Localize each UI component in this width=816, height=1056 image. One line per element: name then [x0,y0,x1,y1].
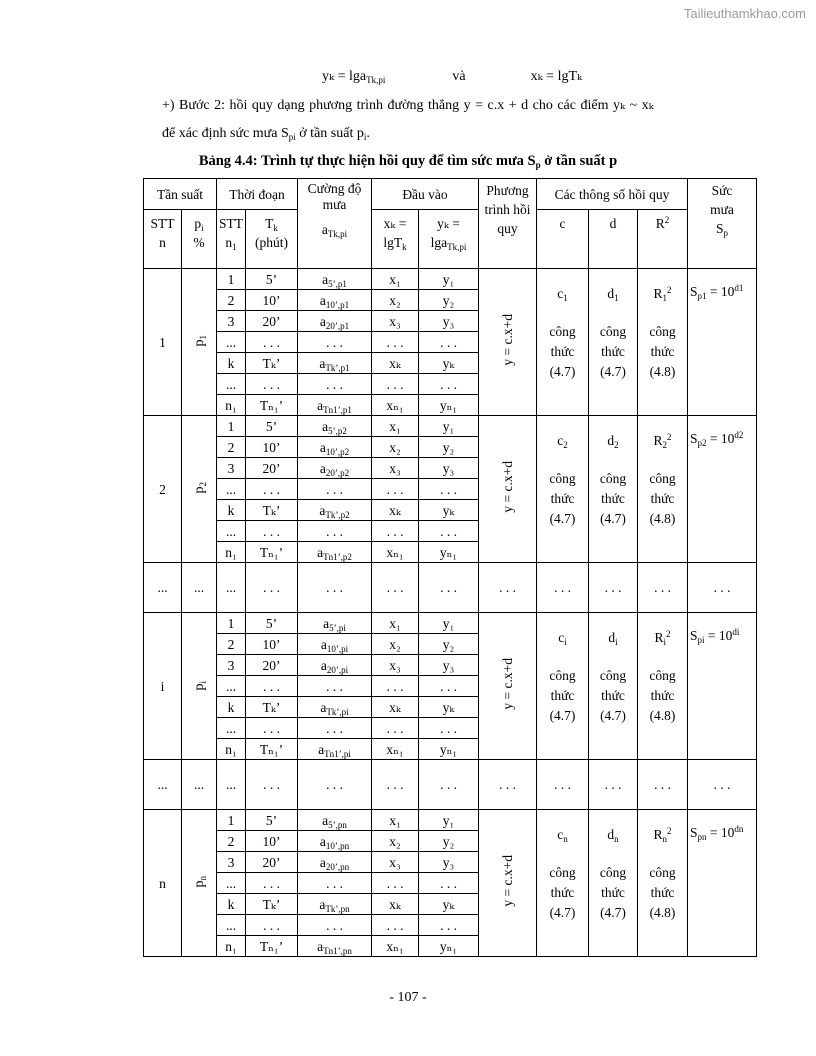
row-x: . . . [372,676,419,697]
row-a: $a_{20’,p1}$ [298,311,372,332]
row-t: 5’ [246,269,298,290]
row-t: Tₖ’ [246,697,298,718]
row-x: x₁ [372,416,419,437]
row-x: x₃ [372,458,419,479]
row-t: 5’ [246,416,298,437]
row-a: $a_{Tk’,pi}$ [298,697,372,718]
header-row-2 [144,210,757,269]
row-t: Tₖ’ [246,500,298,521]
row-stt: ... [217,873,246,894]
row-a: $a_{20’,p2}$ [298,458,372,479]
header-tk: $T_k$ (phút) [246,210,298,269]
header-stt2: STT $n_1$ [217,210,246,269]
row-y: yₖ [419,697,479,718]
row-t: Tₙ₁’ [246,936,298,957]
row-x: x₃ [372,655,419,676]
ellipsis-cell: . . . [537,760,589,810]
row-a: $a_{20’,pi}$ [298,655,372,676]
row-stt: 1 [217,810,246,831]
row-a: $a_{5’,p2}$ [298,416,372,437]
row-t: Tₙ₁’ [246,739,298,760]
row-x: xₖ [372,697,419,718]
param-r: $R_n^2$ công thức (4.8) [638,810,688,957]
ellipsis-cell: . . . [688,563,757,613]
suc-mua-value: $S_{pi} = 10^{di}$ [688,613,757,760]
ellipsis-cell: ... [217,760,246,810]
param-d: $d_2$ công thức (4.7) [589,416,638,563]
row-stt: 3 [217,852,246,873]
header-stt: STT n [144,210,182,269]
row-y: yₖ [419,894,479,915]
table-title: Bảng 4.4: Trình tự thực hiện hồi quy để tìm sức mưa $S_p$ ở tần suất p [198,153,618,170]
row-a: $a_{10’,pi}$ [298,634,372,655]
row-t: Tₙ₁’ [246,542,298,563]
header-r2: $R^2$ [638,210,688,269]
param-c: $c_n$ công thức (4.7) [537,810,589,957]
row-x: x₁ [372,810,419,831]
table-row [144,613,757,634]
row-stt: k [217,697,246,718]
step2-text: +) Bước 2: hồi quy dạng phương trình đường thẳng y = c.x + d cho các điểm yₖ ~ xₖ [162,98,654,113]
suc-mua-value: $S_{pn} = 10^{dn}$ [688,810,757,957]
row-x: . . . [372,521,419,542]
row-x: xₙ₁ [372,395,419,416]
header-pi: $p_i$ % [182,210,217,269]
row-y: yₖ [419,353,479,374]
row-a: $a_{5’,pi}$ [298,613,372,634]
row-y: y₁ [419,269,479,290]
header-cuong-do: Cường độ mưa $a_{Tk,pi}$ [298,179,372,269]
ellipsis-cell: ... [144,563,182,613]
row-y: . . . [419,332,479,353]
ellipsis-cell: . . . [246,563,298,613]
ellipsis-cell: . . . [419,563,479,613]
row-x: xₖ [372,500,419,521]
ellipsis-cell: ... [217,563,246,613]
row-y: yₙ₁ [419,936,479,957]
row-stt: n₁ [217,395,246,416]
param-r: $R_i^2$ công thức (4.8) [638,613,688,760]
row-x: x₃ [372,852,419,873]
group-index: n [144,810,182,957]
row-a: $a_{Tk’,pn}$ [298,894,372,915]
row-a: $a_{Tk’,p1}$ [298,353,372,374]
row-stt: 1 [217,416,246,437]
row-y: y₁ [419,810,479,831]
page-number: - 107 - [389,990,427,1005]
row-a: $a_{Tk’,p2}$ [298,500,372,521]
row-x: x₁ [372,269,419,290]
row-stt: ... [217,374,246,395]
ellipsis-cell: . . . [372,563,419,613]
param-d: $d_n$ công thức (4.7) [589,810,638,957]
ellipsis-cell: . . . [246,760,298,810]
row-a: $a_{5’,p1}$ [298,269,372,290]
row-t: 20’ [246,311,298,332]
suc-mua-value: $S_{p1} = 10^{d1}$ [688,269,757,416]
row-y: . . . [419,676,479,697]
header-d: d [589,210,638,269]
row-stt: n₁ [217,542,246,563]
ellipsis-cell: . . . [589,760,638,810]
row-y: y₃ [419,852,479,873]
ellipsis-cell: . . . [419,760,479,810]
row-a: . . . [298,374,372,395]
ellipsis-cell: . . . [638,563,688,613]
row-y: y₂ [419,290,479,311]
row-stt: k [217,894,246,915]
row-t: 10’ [246,437,298,458]
row-stt: 1 [217,269,246,290]
header-c: c [537,210,589,269]
row-x: . . . [372,873,419,894]
row-x: xₖ [372,894,419,915]
group-p: $p_n$ [182,810,217,957]
group-p: $p_2$ [182,416,217,563]
row-a: $a_{Tn1’,pi}$ [298,739,372,760]
row-stt: ... [217,718,246,739]
row-x: . . . [372,479,419,500]
step2-cont: để xác định sức mưa $S_{pi}$ ở tần suất $p_i$. [162,126,370,142]
row-a: . . . [298,479,372,500]
group-index: 2 [144,416,182,563]
ellipsis-cell: . . . [298,563,372,613]
row-y: . . . [419,873,479,894]
row-y: yₙ₁ [419,739,479,760]
row-y: . . . [419,915,479,936]
row-x: . . . [372,374,419,395]
row-t: 20’ [246,458,298,479]
row-stt: 3 [217,458,246,479]
group-p: $p_i$ [182,613,217,760]
row-stt: 2 [217,437,246,458]
ellipsis-row [144,563,757,613]
row-t: 10’ [246,634,298,655]
row-stt: 1 [217,613,246,634]
row-t: 20’ [246,655,298,676]
row-t: . . . [246,915,298,936]
ellipsis-cell: . . . [298,760,372,810]
row-y: yₙ₁ [419,542,479,563]
row-x: x₂ [372,290,419,311]
row-a: $a_{10’,p1}$ [298,290,372,311]
row-a: . . . [298,332,372,353]
row-t: . . . [246,374,298,395]
ellipsis-cell: . . . [479,563,537,613]
row-a: $a_{Tn1’,pn}$ [298,936,372,957]
param-c: $c_2$ công thức (4.7) [537,416,589,563]
row-a: . . . [298,873,372,894]
ellipsis-cell: ... [182,563,217,613]
row-stt: 3 [217,311,246,332]
ellipsis-cell: . . . [688,760,757,810]
row-a: $a_{Tn1’,p1}$ [298,395,372,416]
header-xk: xₖ = lgT$_k$ [372,210,419,269]
row-y: . . . [419,479,479,500]
row-y: yₖ [419,500,479,521]
row-t: 10’ [246,831,298,852]
watermark: Tailieuthamkhao.com [683,6,806,21]
row-stt: ... [217,676,246,697]
row-stt: 2 [217,290,246,311]
ellipsis-cell: ... [182,760,217,810]
row-t: . . . [246,718,298,739]
row-y: . . . [419,718,479,739]
row-x: . . . [372,718,419,739]
row-stt: n₁ [217,739,246,760]
row-a: . . . [298,718,372,739]
group-p: $p_1$ [182,269,217,416]
row-a: $a_{5’,pn}$ [298,810,372,831]
row-a: . . . [298,676,372,697]
ellipsis-cell: . . . [537,563,589,613]
row-t: . . . [246,873,298,894]
row-t: . . . [246,676,298,697]
row-x: xₙ₁ [372,936,419,957]
row-stt: k [217,500,246,521]
regression-table [143,178,757,957]
header-tan-suat: Tần suất [144,179,217,210]
row-y: yₙ₁ [419,395,479,416]
param-c: $c_1$ công thức (4.7) [537,269,589,416]
row-y: . . . [419,374,479,395]
row-y: y₁ [419,613,479,634]
header-thoi-doan: Thời đoạn [217,179,298,210]
row-stt: ... [217,332,246,353]
regression-equation: y = c.x+d [479,269,537,416]
row-stt: ... [217,915,246,936]
table-row [144,269,757,290]
header-cac-thong-so: Các thông số hồi quy [537,179,688,210]
header-row-1 [144,179,757,210]
row-x: . . . [372,332,419,353]
row-t: . . . [246,332,298,353]
row-t: 5’ [246,613,298,634]
row-y: y₃ [419,458,479,479]
regression-equation: y = c.x+d [479,416,537,563]
row-x: x₂ [372,634,419,655]
row-y: y₃ [419,655,479,676]
ellipsis-cell: . . . [589,563,638,613]
row-x: x₃ [372,311,419,332]
param-r: $R_2^2$ công thức (4.8) [638,416,688,563]
row-y: y₂ [419,831,479,852]
ellipsis-cell: . . . [479,760,537,810]
group-index: i [144,613,182,760]
header-dau-vao: Đầu vào [372,179,479,210]
row-stt: ... [217,479,246,500]
suc-mua-value: $S_{p2} = 10^{d2}$ [688,416,757,563]
row-t: 20’ [246,852,298,873]
row-stt: 2 [217,634,246,655]
group-index: 1 [144,269,182,416]
ellipsis-cell: . . . [638,760,688,810]
row-t: 5’ [246,810,298,831]
row-stt: 3 [217,655,246,676]
row-t: . . . [246,521,298,542]
row-a: $a_{Tn1’,p2}$ [298,542,372,563]
row-stt: k [217,353,246,374]
param-d: $d_i$ công thức (4.7) [589,613,638,760]
row-x: x₂ [372,437,419,458]
row-a: $a_{20’,pn}$ [298,852,372,873]
row-stt: n₁ [217,936,246,957]
table-row [144,810,757,831]
row-a: . . . [298,521,372,542]
param-r: $R_1^2$ công thức (4.8) [638,269,688,416]
row-x: xₙ₁ [372,542,419,563]
row-x: xₖ [372,353,419,374]
row-t: Tₖ’ [246,353,298,374]
row-a: . . . [298,915,372,936]
row-a: $a_{10’,pn}$ [298,831,372,852]
row-stt: 2 [217,831,246,852]
header-phuong-trinh: Phương trình hồi quy [479,179,537,269]
row-t: 10’ [246,290,298,311]
ellipsis-cell: ... [144,760,182,810]
row-x: . . . [372,915,419,936]
row-x: x₂ [372,831,419,852]
row-y: y₂ [419,437,479,458]
regression-equation: y = c.x+d [479,613,537,760]
header-yk: yₖ = lga$_{Tk,pi}$ [419,210,479,269]
regression-equation: y = c.x+d [479,810,537,957]
row-stt: ... [217,521,246,542]
row-a: $a_{10’,p2}$ [298,437,372,458]
param-d: $d_1$ công thức (4.7) [589,269,638,416]
row-y: . . . [419,521,479,542]
header-suc-mua: Sức mưa $S_p$ [688,179,757,269]
param-c: $c_i$ công thức (4.7) [537,613,589,760]
row-t: Tₖ’ [246,894,298,915]
row-y: y₃ [419,311,479,332]
row-y: y₁ [419,416,479,437]
formula-line: yₖ = lga$_{Tk,pi}$ và xₖ = lgTₖ [322,69,583,85]
row-x: x₁ [372,613,419,634]
ellipsis-row [144,760,757,810]
row-t: Tₙ₁’ [246,395,298,416]
ellipsis-cell: . . . [372,760,419,810]
table-row [144,416,757,437]
row-y: y₂ [419,634,479,655]
row-x: xₙ₁ [372,739,419,760]
row-t: . . . [246,479,298,500]
